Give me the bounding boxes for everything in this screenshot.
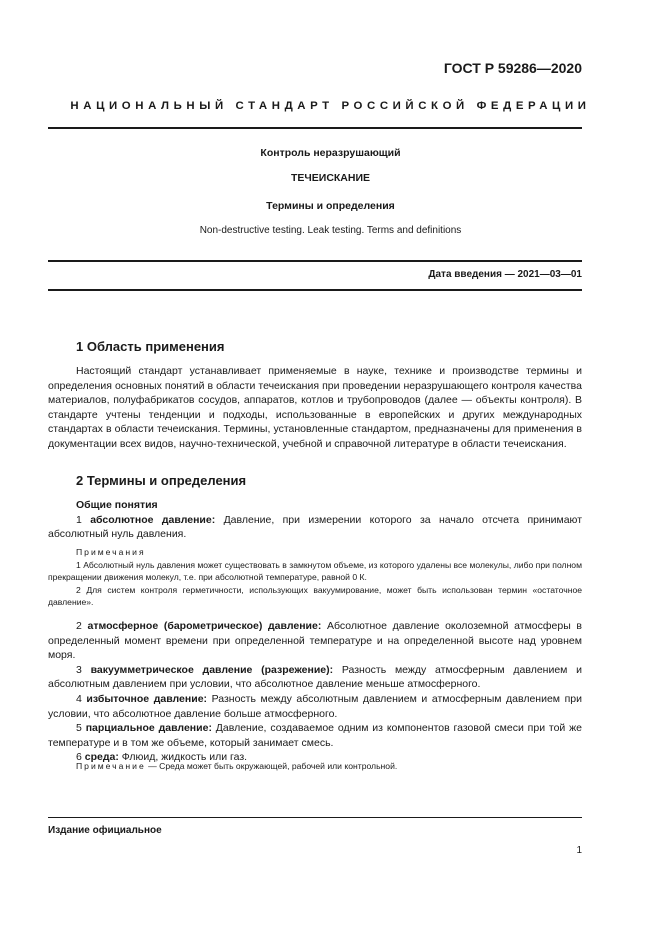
terms-block-1 <box>48 498 582 542</box>
section-1-text: Настоящий стандарт устанавливает применяемые в науке, технике и производстве термины и определения основных понятий в области течеискания при проведении неразрушающего контроля качества материалов, полуфабрикатов сосудов, аппаратов, котлов и трубопроводов (далее — объекты контроля). В стандарте учтены тенденции и подходы, использованные в европейских и других международных стандартах в области течеискания. Термины, установленные стандартом, предназначены для применения в документации всех видов, научно-технической, учебной и справочной литературе в области течеискания. <box>48 365 582 450</box>
page-number: 1 <box>576 845 582 856</box>
term-1: 1 абсолютное давление: Давление, при измерении которого за начало отсчета принимают абсолютный нуль давления. <box>48 513 583 541</box>
note-6-label: Примечание <box>76 761 146 771</box>
title-english: Non-destructive testing. Leak testing. Terms and definitions <box>199 225 462 236</box>
term-4: 4 избыточное давление: Разность между абсолютным давлением и атмосферным давлением при условии, что абсолютное давление больше атмосферного. <box>48 692 582 720</box>
term-3: 3 вакуумметрическое давление (разрежение): Разность между атмосферным давлением и абсолютным давлением при условии, что абсолютное давление меньше атмосферного. <box>48 663 582 691</box>
document-number: ГОСТ Р 59286—2020 <box>443 60 582 76</box>
title-line-2: ТЕЧЕИСКАНИЕ <box>290 172 371 184</box>
term-2: 2 атмосферное (барометрическое) давление: Абсолютное давление околоземной атмосферы в определенный момент времени при определенной температуре и на определенной высоте над уровнем моря. <box>48 620 582 662</box>
section-2-heading: 2 Термины и определения <box>76 473 247 488</box>
note-6-text: — Среда может быть окружающей, рабочей или контрольной. <box>145 761 398 771</box>
terms-block-2 <box>48 619 582 765</box>
notes-label: Примечания <box>76 547 146 557</box>
term-6-definition: Флюид, жидкость или газ. <box>118 751 248 764</box>
note-term-6 <box>48 760 582 773</box>
notes-block-1 <box>48 546 582 609</box>
title-line-3: Термины и определения <box>266 200 395 212</box>
term-6-name: среда: <box>84 751 119 764</box>
term-5: 5 парциальное давление: Давление, создаваемое одним из компонентов газовой смеси при той же температуре и в том же объеме, который занимает смесь. <box>48 722 583 749</box>
national-standard-heading: НАЦИОНАЛЬНЫЙ СТАНДАРТ РОССИЙСКОЙ ФЕДЕРАЦИИ <box>70 100 591 112</box>
title-divider <box>48 260 582 262</box>
section-1-heading: 1 Область применения <box>76 339 225 354</box>
term-4-name: избыточное давление: <box>86 692 208 705</box>
term-6: 6 среда: Флюид, жидкость или газ. <box>76 751 248 764</box>
term-5-definition: Давление, создаваемое одним из компонентов газовой смеси при той же температуре и в том же объеме, который занимает смесь. <box>48 722 583 749</box>
term-2-name: атмосферное (барометрическое) давление: <box>87 620 322 632</box>
introduction-date: Дата введения — 2021—03—01 <box>428 269 582 280</box>
term-4-definition: Разность между абсолютным давлением и атмосферным давлением при условии, что абсолютное давление больше атмосферного. <box>48 692 582 720</box>
title-line-1: Контроль неразрушающий <box>260 147 401 159</box>
term-2-definition: Абсолютное давление околоземной атмосферы в определенный момент времени при определенной температуре и на определенной высоте над уровнем моря. <box>48 620 582 662</box>
top-divider <box>48 127 582 129</box>
subheading-general: Общие понятия <box>76 499 158 511</box>
date-divider <box>48 289 582 291</box>
term-1-definition: Давление, при измерении которого за начало отсчета принимают абсолютный нуль давления. <box>48 513 583 541</box>
note-1: 1 Абсолютный нуль давления может существовать в замкнутом объеме, из которого удалены все молекулы, либо при полном прекращении движения молекул, т.е. при абсолютной температуре, равной 0 К. <box>48 559 582 583</box>
term-3-definition: Разность между атмосферным давлением и абсолютным давлением при условии, что абсолютное давление меньше атмосферного. <box>48 663 582 691</box>
note-2: 2 Для систем контроля герметичности, использующих вакуумирование, может быть использован термин «остаточное давление». <box>48 584 582 608</box>
term-3-name: вакуумметрическое давление (разрежение): <box>90 663 334 676</box>
term-5-name: парциальное давление: <box>85 722 212 735</box>
term-1-name: абсолютное давление: <box>90 513 216 526</box>
footer-divider <box>48 817 582 818</box>
official-edition: Издание официальное <box>48 825 162 836</box>
